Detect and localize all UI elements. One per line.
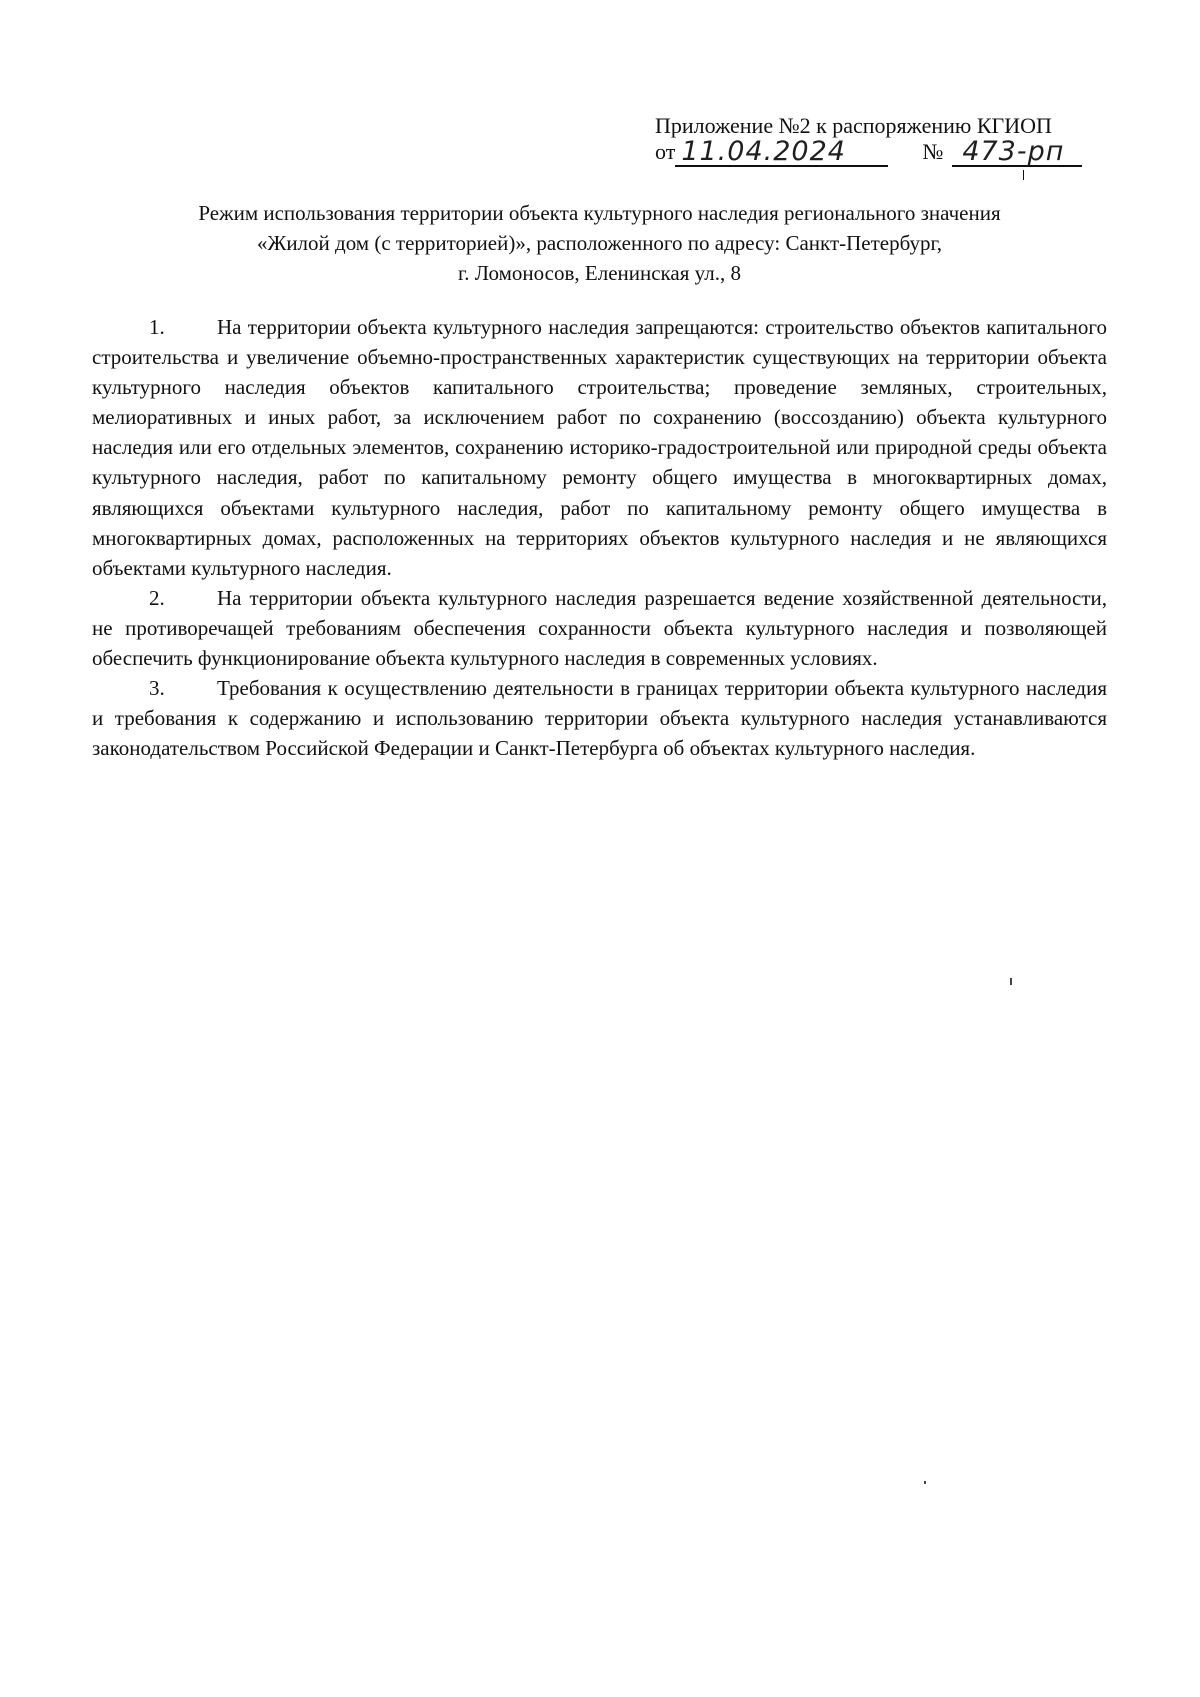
document-title: [92, 198, 1107, 288]
scan-mark: [1010, 978, 1012, 985]
paragraph-text: Требования к осуществлению деятельности в границах территории объекта культурного наследия и требования к содержанию и использованию территории объекта культурного наследия устанавливаются законодательством Российской Федерации и Санкт-Петербурга об объектах культурного наследия.: [92, 676, 1107, 761]
handwriting-stroke-mark: [1023, 170, 1024, 180]
paragraph-1: [92, 312, 1107, 583]
paragraph-3: [92, 673, 1107, 763]
number-label: №: [922, 139, 944, 164]
paragraph-text: На территории объекта культурного наследия запрещаются: строительство объектов капитального строительства и увеличение объемно-пространственных характеристик существующих на территории объекта культурного наследия объектов капитального строительства; проведение земляных, строительных, мелиоративных и иных работ, за исключением работ по сохранению (воссозданию) объекта культурного наследия или его отдельных элементов, сохранению историко-градостроительной или природной среды объекта культурного наследия, работ по капитальному ремонту общего имущества в многоквартирных домах, являющихся объектами культурного наследия, работ по капитальному ремонту общего имущества в многоквартирных домах, расположенных на территориях объектов культурного наследия и не являющихся объектами культурного наследия.: [92, 315, 1107, 580]
handwritten-date: 11.04.2024: [675, 139, 888, 167]
paragraph-number: 3.: [149, 676, 165, 701]
paragraph-2: [92, 583, 1107, 673]
document-body: [92, 312, 1107, 763]
title-line-1: Режим использования территории объекта культурного наследия регионального значения: [198, 201, 1001, 225]
paragraph-number: 2.: [149, 585, 165, 610]
title-line-2: «Жилой дом (с территорией)», расположенного по адресу: Санкт-Петербург,: [257, 231, 942, 255]
attachment-header: [655, 112, 1125, 166]
attachment-date-number-line: [655, 138, 1125, 166]
date-prefix: от: [655, 139, 676, 164]
scan-mark: [924, 1481, 926, 1484]
paragraph-text: На территории объекта культурного наследия разрешается ведение хозяйственной деятельности, не противоречащей требованиям обеспечения сохранности объекта культурного наследия и позволяющей обеспечить функционирование объекта культурного наследия в современных условиях.: [92, 585, 1107, 671]
attachment-title: Приложение №2 к распоряжению КГИОП: [655, 113, 1052, 138]
handwritten-order-number: 473-рп: [952, 139, 1082, 167]
paragraph-number: 1.: [149, 315, 165, 339]
title-line-3: г. Ломоносов, Еленинская ул., 8: [458, 261, 741, 285]
